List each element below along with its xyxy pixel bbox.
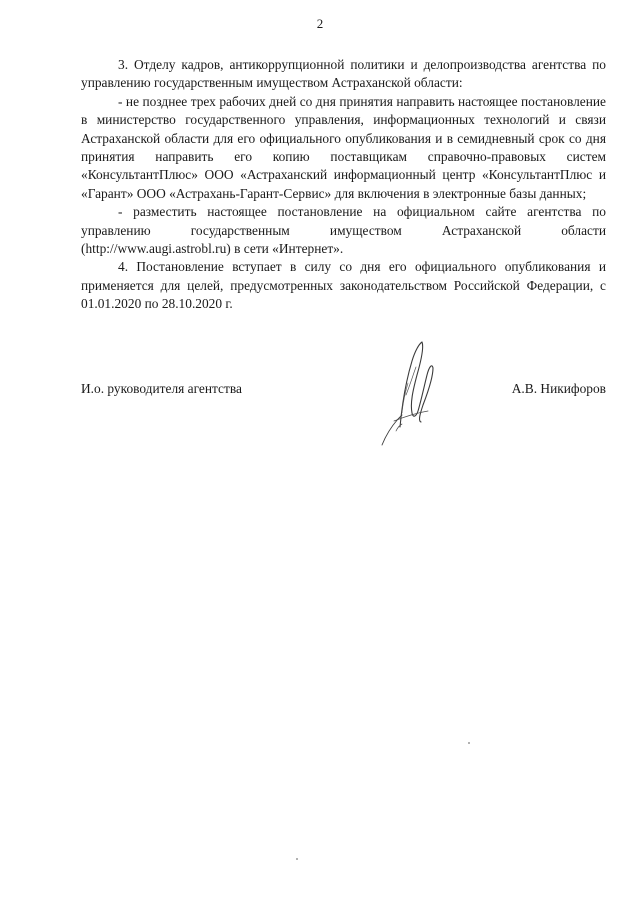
paragraph-item-4: 4. Постановление вступает в силу со дня его официального опубликования и применяется для целей, предусмотренных законодательством Российской Федерации, с 01.01.2020 по 28.10.2020 г.: [81, 259, 606, 312]
signer-name: А.В. Никифоров: [511, 381, 606, 396]
paragraph-item-3: 3. Отделу кадров, антикоррупционной политики и делопроизводства агентства по управлению государственным имуществом Астраханской области:: [81, 57, 606, 91]
paragraph-website-posting: - разместить настоящее постановление на официальном сайте агентства по управлению государственным имуществом Астраханской области (http://www.augi.astrobl.ru) в сети «Интернет».: [81, 204, 606, 257]
scan-speck: [296, 858, 298, 860]
page-number: 2: [316, 16, 324, 31]
paragraph-publication-deadline: - не позднее трех рабочих дней со дня принятия направить настоящее постановление в министерство государственного управления, информационных технологий и связи Астраханской области для его официального опубликования и в семидневный срок со дня принятия направить его копию поставщикам справочно-правовых систем «КонсультантПлюс» ООО «Астраханский информационный центр «КонсультантПлюс и «Гарант» ООО «Астрахань-Гарант-Сервис» для включения в электронные базы данных;: [81, 93, 606, 201]
signature-block: [81, 381, 606, 401]
handwritten-signature: [372, 335, 452, 455]
scan-speck: [468, 742, 470, 744]
document-body: [81, 56, 606, 314]
signer-position: И.о. руководителя агентства: [81, 381, 242, 396]
